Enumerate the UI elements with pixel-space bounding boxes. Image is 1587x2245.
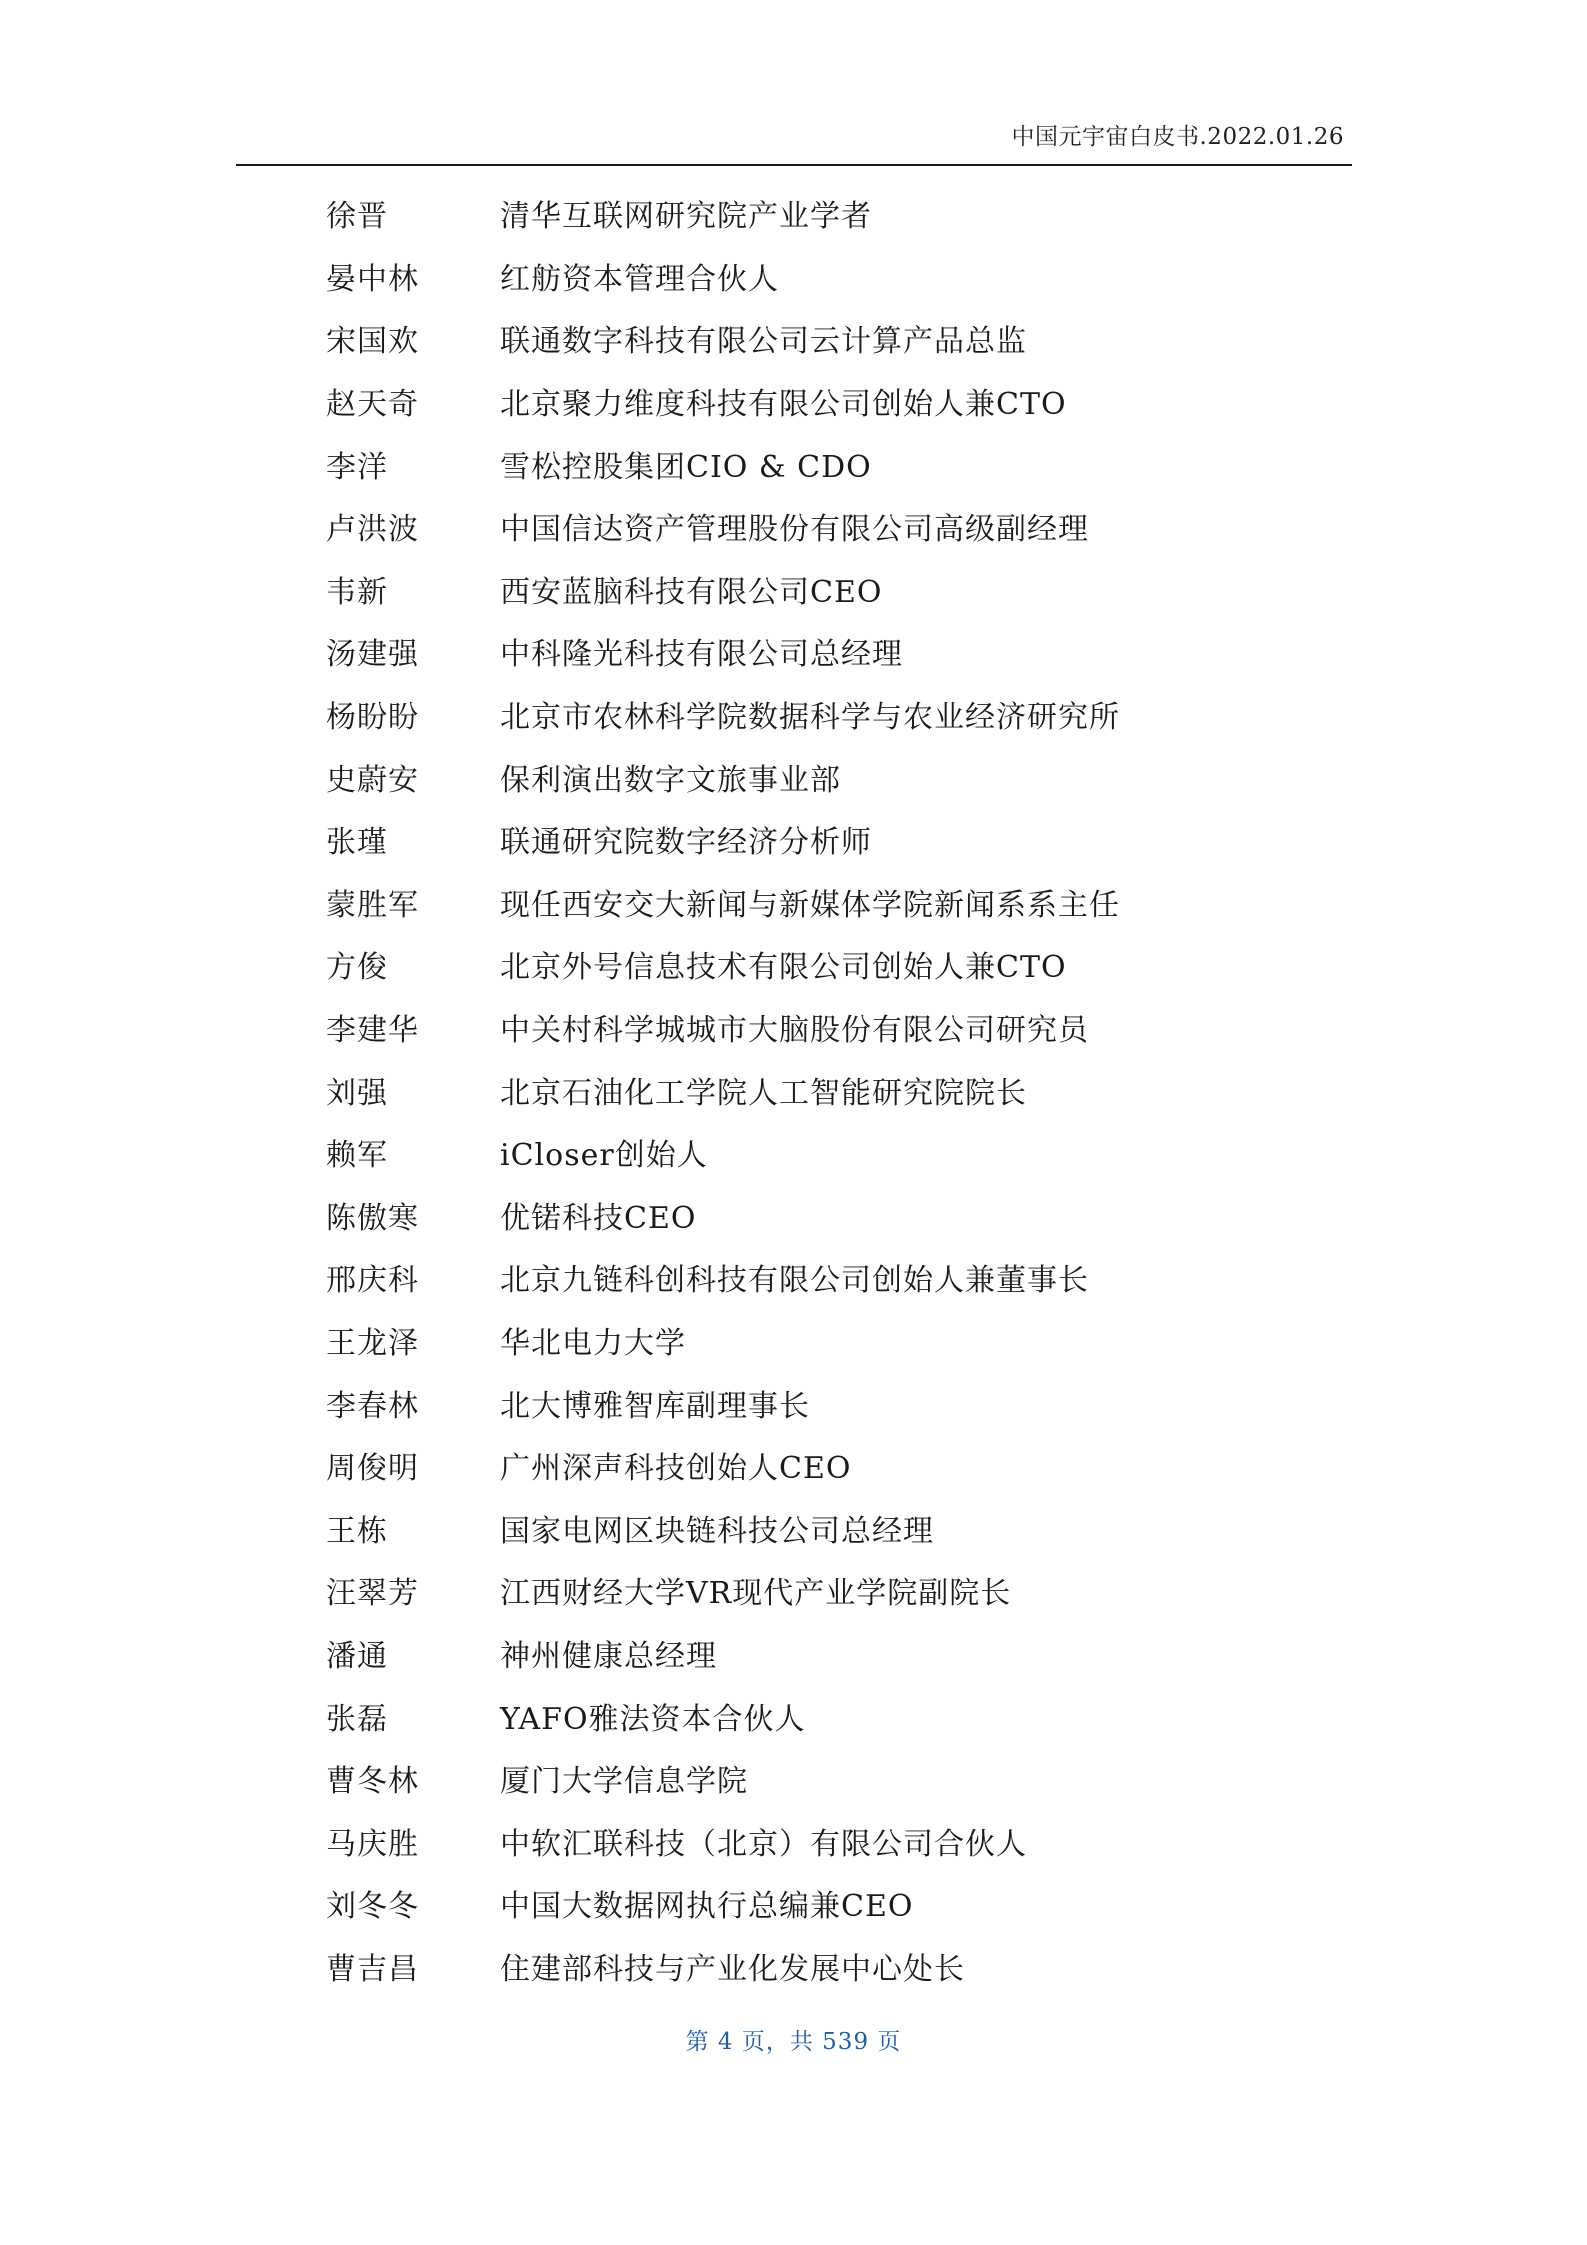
list-item: [326, 620, 1326, 683]
person-name: 汤建强: [326, 637, 419, 673]
list-item: [326, 182, 1326, 245]
person-name: 马庆胜: [326, 1826, 419, 1862]
person-name: 李春林: [326, 1388, 419, 1424]
list-item: [326, 1496, 1326, 1559]
person-name: 周俊明: [326, 1451, 419, 1487]
list-item: [326, 745, 1326, 808]
page-header: [236, 112, 1352, 166]
person-name: 赖军: [326, 1138, 388, 1174]
person-title: 现任西安交大新闻与新媒体学院新闻系系主任: [500, 887, 1120, 923]
person-name: 邢庆科: [326, 1263, 419, 1299]
person-title: 北京石油化工学院人工智能研究院院长: [500, 1075, 1027, 1111]
list-item: [326, 871, 1326, 934]
list-item: [326, 1935, 1326, 1998]
person-title: YAFO雅法资本合伙人: [500, 1701, 806, 1737]
list-item: [326, 808, 1326, 871]
list-item: [326, 1559, 1326, 1622]
page-number: 第 4 页，共 539 页: [685, 2029, 902, 2055]
person-title: 华北电力大学: [500, 1325, 686, 1361]
list-item: [326, 1684, 1326, 1747]
person-name: 张磊: [326, 1701, 388, 1737]
person-name: 刘冬冬: [326, 1889, 419, 1925]
person-name: 徐晋: [326, 199, 388, 235]
member-list: [326, 182, 1326, 1997]
list-item: [326, 558, 1326, 621]
person-name: 曹吉昌: [326, 1951, 419, 1987]
person-title: 神州健康总经理: [500, 1638, 717, 1674]
list-item: [326, 245, 1326, 308]
person-name: 曹冬林: [326, 1764, 419, 1800]
list-item: [326, 1809, 1326, 1872]
person-name: 王龙泽: [326, 1325, 419, 1361]
person-title: 联通数字科技有限公司云计算产品总监: [500, 324, 1027, 360]
person-name: 史蔚安: [326, 762, 419, 798]
person-name: 李洋: [326, 449, 388, 485]
person-title: 雪松控股集团CIO & CDO: [500, 449, 872, 485]
list-item: [326, 1371, 1326, 1434]
list-item: [326, 1622, 1326, 1685]
person-name: 宋国欢: [326, 324, 419, 360]
list-item: [326, 1121, 1326, 1184]
person-title: 广州深声科技创始人CEO: [500, 1451, 852, 1487]
person-title: 中国信达资产管理股份有限公司高级副经理: [500, 512, 1089, 548]
person-title: 中软汇联科技（北京）有限公司合伙人: [500, 1826, 1027, 1862]
person-title: 住建部科技与产业化发展中心处长: [500, 1951, 965, 1987]
list-item: [326, 495, 1326, 558]
person-title: 优锘科技CEO: [500, 1200, 697, 1236]
person-name: 张瑾: [326, 825, 388, 861]
list-item: [326, 370, 1326, 433]
person-name: 潘通: [326, 1638, 388, 1674]
person-title: 北京聚力维度科技有限公司创始人兼CTO: [500, 387, 1067, 423]
person-name: 陈傲寒: [326, 1200, 419, 1236]
person-title: 国家电网区块链科技公司总经理: [500, 1513, 934, 1549]
person-name: 卢洪波: [326, 512, 419, 548]
list-item: [326, 432, 1326, 495]
list-item: [326, 683, 1326, 746]
list-item: [326, 1872, 1326, 1935]
person-name: 韦新: [326, 574, 388, 610]
list-item: [326, 1434, 1326, 1497]
list-item: [326, 933, 1326, 996]
person-title: 江西财经大学VR现代产业学院副院长: [500, 1576, 1012, 1612]
person-title: iCloser创始人: [500, 1138, 708, 1174]
person-title: 红舫资本管理合伙人: [500, 261, 779, 297]
person-name: 刘强: [326, 1075, 388, 1111]
person-title: 北京市农林科学院数据科学与农业经济研究所: [500, 700, 1120, 736]
list-item: [326, 1184, 1326, 1247]
person-name: 蒙胜军: [326, 887, 419, 923]
list-item: [326, 996, 1326, 1059]
person-title: 联通研究院数字经济分析师: [500, 825, 872, 861]
person-title: 中关村科学城城市大脑股份有限公司研究员: [500, 1013, 1089, 1049]
person-title: 北京外号信息技术有限公司创始人兼CTO: [500, 950, 1067, 986]
list-item: [326, 1058, 1326, 1121]
person-name: 赵天奇: [326, 387, 419, 423]
person-title: 中国大数据网执行总编兼CEO: [500, 1889, 914, 1925]
person-title: 北大博雅智库副理事长: [500, 1388, 810, 1424]
person-title: 西安蓝脑科技有限公司CEO: [500, 574, 883, 610]
person-name: 汪翠芳: [326, 1576, 419, 1612]
person-name: 晏中林: [326, 261, 419, 297]
person-title: 厦门大学信息学院: [500, 1764, 748, 1800]
list-item: [326, 1246, 1326, 1309]
person-title: 中科隆光科技有限公司总经理: [500, 637, 903, 673]
person-title: 清华互联网研究院产业学者: [500, 199, 872, 235]
person-name: 李建华: [326, 1013, 419, 1049]
person-name: 方俊: [326, 950, 388, 986]
header-title: 中国元宇宙白皮书.2022.01.26: [1011, 124, 1344, 150]
person-name: 王栋: [326, 1513, 388, 1549]
list-item: [326, 307, 1326, 370]
person-title: 保利演出数字文旅事业部: [500, 762, 841, 798]
person-name: 杨盼盼: [326, 700, 419, 736]
list-item: [326, 1309, 1326, 1372]
person-title: 北京九链科创科技有限公司创始人兼董事长: [500, 1263, 1089, 1299]
list-item: [326, 1747, 1326, 1810]
